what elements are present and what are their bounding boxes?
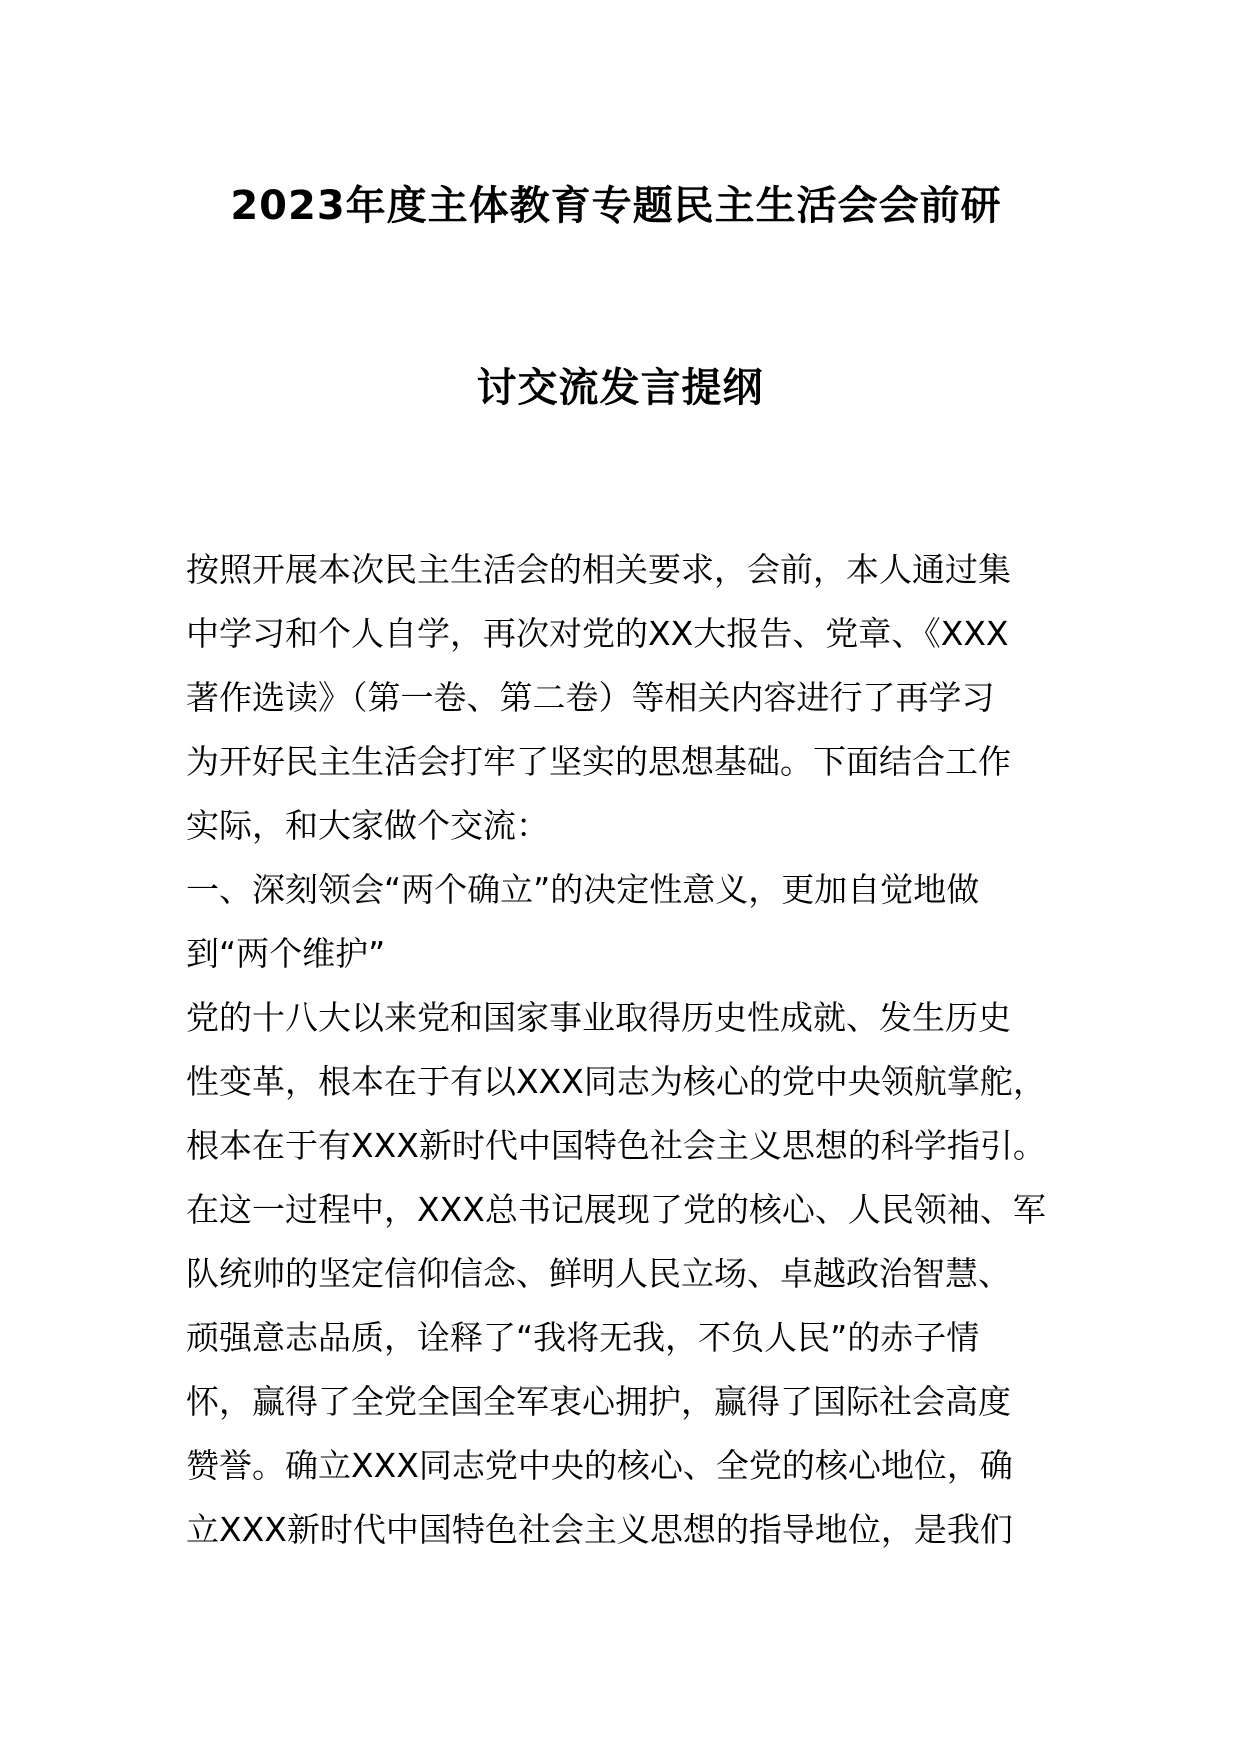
body-line-14: 怀，赢得了全党全国全军衷心拥护，赢得了国际社会高度: [186, 1382, 1011, 1421]
body-line-9: 性变革，根本在于有以XXX同志为核心的党中央领航掌舵，: [186, 1062, 1046, 1101]
body-line-8: 党的十八大以来党和国家事业取得历史性成就、发生历史: [186, 998, 1011, 1037]
section-heading-line-1: 一、深刻领会“两个确立”的决定性意义，更加自觉地做: [186, 870, 980, 909]
body-line-3: 著作选读》（第一卷、第二卷）等相关内容进行了再学习: [186, 678, 995, 717]
body-line-10: 根本在于有XXX新时代中国特色社会主义思想的科学指引。: [186, 1126, 1046, 1165]
body-line-11: 在这一过程中，XXX总书记展现了党的核心、人民领袖、军: [186, 1190, 1046, 1229]
body-line-16: 立XXX新时代中国特色社会主义思想的指导地位，是我们: [186, 1510, 1013, 1549]
body-line-13: 顽强意志品质，诠释了“我将无我，不负人民”的赤子情: [186, 1318, 980, 1357]
body-line-12: 队统帅的坚定信仰信念、鲜明人民立场、卓越政治智慧、: [186, 1254, 1011, 1293]
document-title-line-1: 2023年度主体教育专题民主生活会会前研: [230, 183, 1002, 229]
body-line-1: 按照开展本次民主生活会的相关要求，会前，本人通过集: [186, 550, 1011, 589]
body-line-4: 为开好民主生活会打牢了坚实的思想基础。下面结合工作: [186, 742, 1011, 781]
body-line-2: 中学习和个人自学，再次对党的XX大报告、党章、《XXX: [186, 614, 1009, 653]
body-line-15: 赞誉。确立XXX同志党中央的核心、全党的核心地位，确: [186, 1446, 1013, 1485]
document-title-line-2: 讨交流发言提纲: [476, 365, 764, 411]
section-heading-line-2: 到“两个维护”: [186, 934, 386, 973]
body-line-5: 实际，和大家做个交流：: [186, 806, 549, 845]
